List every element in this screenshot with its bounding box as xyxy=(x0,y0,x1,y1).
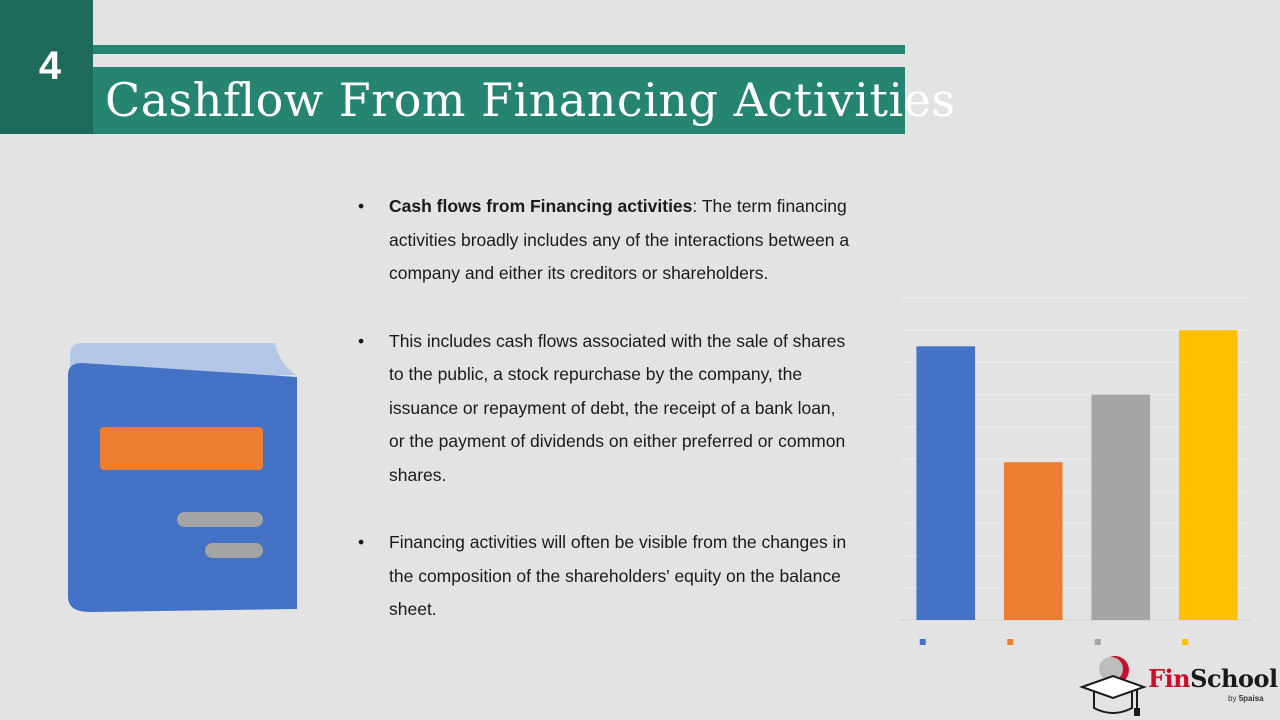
logo-fin: Fin xyxy=(1148,664,1191,693)
bullet-dot: • xyxy=(358,330,365,351)
bullet-list xyxy=(355,190,855,661)
chart-bar xyxy=(1179,330,1238,620)
bullet-item xyxy=(355,325,855,493)
book-label xyxy=(100,427,263,470)
legend-marker xyxy=(920,639,926,645)
bullet-text: : The term financing activities broadly includes any of the interactions between a company and either its creditors or shareholders. xyxy=(389,196,850,283)
title-band xyxy=(93,67,956,134)
bullet-text: This includes cash flows associated with the sale of shares to the public, a stock repurchase by the company, the issuance or repayment of debt, the receipt of a bank loan, or the payment of dividends on either preferred or common shares. xyxy=(389,330,846,485)
title-rule xyxy=(93,45,905,54)
slide-number-box xyxy=(0,0,93,134)
logo-wordmark xyxy=(1148,664,1278,693)
bullet-dot: • xyxy=(358,532,365,552)
legend-marker xyxy=(1007,639,1013,645)
finschool-logo xyxy=(1078,652,1278,718)
book-line-1 xyxy=(177,512,263,527)
book-icon xyxy=(60,335,310,625)
chart-bar xyxy=(1004,462,1063,620)
logo-brand: 5paisa xyxy=(1238,694,1264,703)
chart-bar xyxy=(916,346,975,620)
book-line-2 xyxy=(205,543,263,558)
logo-byline xyxy=(1228,694,1264,703)
bullet-item xyxy=(355,526,855,627)
bullet-dot: • xyxy=(358,196,365,216)
slide-title: Cashflow From Financing Activities xyxy=(105,73,956,127)
bullet-item xyxy=(355,190,855,291)
logo-school: School xyxy=(1190,664,1278,693)
legend-marker xyxy=(1095,639,1101,645)
logo-by: by xyxy=(1228,694,1237,703)
bullet-bold: Cash flows from Financing activities xyxy=(389,196,693,216)
bar-chart xyxy=(895,290,1250,660)
book-body xyxy=(68,363,297,612)
graduation-cap-icon xyxy=(1078,652,1148,718)
slide-number: 4 xyxy=(38,44,62,88)
legend-marker xyxy=(1182,639,1188,645)
chart-bar xyxy=(1091,395,1150,620)
bullet-text: Financing activities will often be visible from the changes in the composition of the shareholders' equity on the balance sheet. xyxy=(389,532,847,619)
